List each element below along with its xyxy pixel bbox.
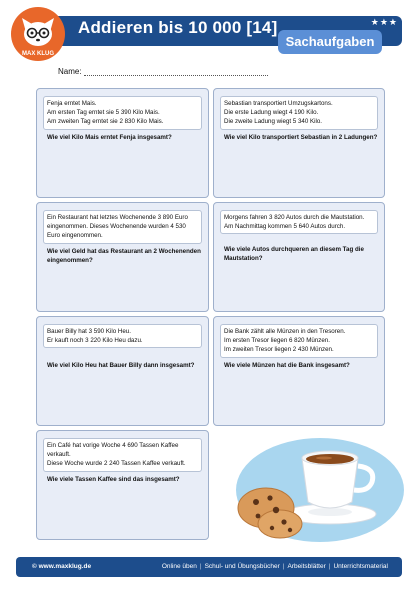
task-text-2 <box>220 96 378 130</box>
task-line: Die Bank zählt alle Münzen in den Tresoren. <box>224 328 346 335</box>
name-label: Name: <box>58 67 82 76</box>
task-question-4: Wie viele Autos durchqueren an diesem Tag die Mautstation? <box>224 246 364 262</box>
task-text-3 <box>43 210 202 244</box>
name-field[interactable] <box>58 67 268 77</box>
task-line: Am Nachmittag kommen 5 640 Autos durch. <box>224 223 346 231</box>
task-card-1 <box>36 88 209 198</box>
svg-text:MAX KLUG: MAX KLUG <box>22 51 54 57</box>
footer-links: Online üben | Schul- und Übungsbücher | Arbeitsblätter | Unterrichtsmaterial <box>161 563 388 570</box>
footer-link-online[interactable]: Online üben <box>161 563 197 570</box>
task-card-6 <box>213 316 385 426</box>
task-line: Am ersten Tag erntet sie 5 390 Kilo Mais. <box>47 109 160 117</box>
name-line <box>84 66 268 76</box>
task-line: Fenja erntet Mais. <box>47 100 97 107</box>
task-line: Im zweiten Tresor liegen 2 430 Münzen. <box>224 346 334 354</box>
task-text-4 <box>220 210 378 234</box>
task-card-7 <box>36 430 209 540</box>
task-line: Die erste Ladung wiegt 4 190 Kilo. <box>224 109 319 117</box>
task-card-3 <box>36 202 209 312</box>
worksheet-title: Addieren bis 10 000 [14] <box>78 18 278 37</box>
task-question-2: Wie viel Kilo transportiert Sebastian in 2 Ladungen? <box>224 134 378 141</box>
difficulty-stars: ★★★ <box>370 17 398 27</box>
task-card-4 <box>213 202 385 312</box>
task-line: Ein Café hat vorige Woche 4 690 Tassen Kaffee verkauft. <box>47 442 179 459</box>
task-line: Sebastian transportiert Umzugskartons. <box>224 100 333 107</box>
task-question-6: Wie viele Münzen hat die Bank insgesamt? <box>224 362 350 369</box>
task-line: Im ersten Tresor liegen 6 820 Münzen. <box>224 337 330 345</box>
task-text-5 <box>43 324 202 348</box>
task-question-1: Wie viel Kilo Mais erntet Fenja insgesamt? <box>47 134 172 141</box>
task-line: Die zweite Ladung wiegt 5 340 Kilo. <box>224 118 323 126</box>
task-line: Ein Restaurant hat letztes Wochenende 3 890 Euro eingenommen. Dieses Wochenende wurden 4 530 Euro eingenommen. <box>47 214 188 240</box>
task-question-3: Wie viel Geld hat das Restaurant an 2 Wochenenden eingenommen? <box>47 248 201 264</box>
task-line: Er kauft noch 3 220 Kilo Heu dazu. <box>47 337 143 345</box>
task-text-7 <box>43 438 202 472</box>
coffee-cup-illustration <box>228 428 404 544</box>
task-line: Am zweiten Tag erntet sie 2 830 Kilo Mais. <box>47 118 164 126</box>
task-card-2 <box>213 88 385 198</box>
task-line: Morgens fahren 3 820 Autos durch die Mautstation. <box>224 214 365 221</box>
footer-link-worksheets[interactable]: Arbeitsblätter <box>287 563 326 570</box>
task-line: Bauer Billy hat 3 590 Kilo Heu. <box>47 328 131 335</box>
task-text-1 <box>43 96 202 130</box>
footer-link-books[interactable]: Schul- und Übungsbücher <box>204 563 280 570</box>
max-klug-logo <box>10 6 66 62</box>
task-question-7: Wie viele Tassen Kaffee sind das insgesamt? <box>47 476 180 483</box>
footer-link-materials[interactable]: Unterrichtsmaterial <box>333 563 388 570</box>
task-question-5: Wie viel Kilo Heu hat Bauer Billy dann insgesamt? <box>47 362 195 369</box>
task-card-5 <box>36 316 209 426</box>
task-line: Diese Woche wurde 2 240 Tassen Kaffee verkauft. <box>47 460 186 468</box>
task-text-6 <box>220 324 378 358</box>
footer-website-link[interactable]: © www.maxklug.de <box>32 563 92 570</box>
footer-bar <box>16 557 402 577</box>
category-badge: Sachaufgaben <box>278 30 382 54</box>
